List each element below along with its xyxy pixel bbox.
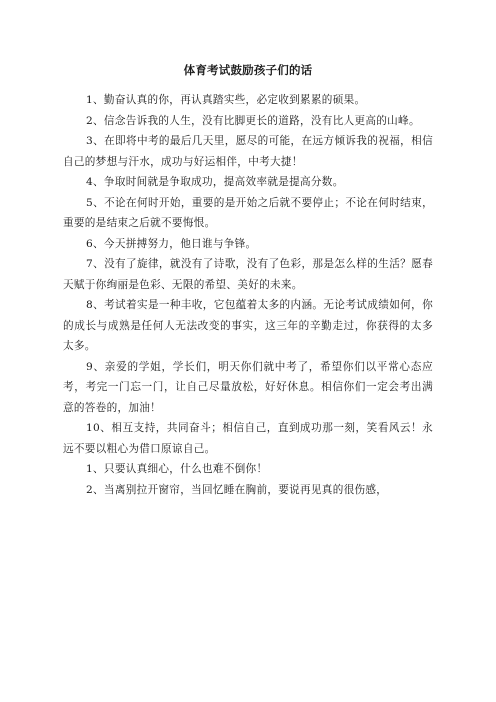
paragraph: 2、信念告诉我的人生，没有比脚更长的道路，没有比人更高的山峰。 [86, 114, 420, 127]
document-title: 体育考试鼓励孩子们的话 [183, 63, 313, 77]
paragraph: 2、当离别拉开窗帘，当回忆睡在胸前，要说再见真的很伤感， [86, 483, 388, 496]
paragraph: 10、相互支持，共同奋斗；相信自己，直到成功那一刻，笑看风云！永远不要以粗心为借口原谅自己。 [63, 422, 433, 455]
paragraph: 1、勤奋认真的你，再认真踏实些，必定收到累累的硕果。 [86, 94, 366, 106]
paragraph: 9、亲爱的学姐，学长们，明天你们就中考了，希望你们以平常心态应考，考完一门忘一门，让自己尽量放松，好好休息。相信你们一定会考出满意的答卷的，加油！ [63, 360, 433, 414]
paragraph: 8、考试着实是一种丰收，它包蕴着太多的内涵。无论考试成绩如何，你的成长与成熟是任何人无法改变的事实，这三年的辛勤走过，你获得的太多太多。 [63, 299, 433, 352]
paragraph: 4、争取时间就是争取成功，提高效率就是提高分数。 [86, 176, 344, 188]
document-body [63, 90, 433, 500]
paragraph: 5、不论在何时开始，重要的是开始之后就不要停止；不论在何时结束，重要的是结束之后就不要悔恨。 [63, 196, 433, 229]
paragraph: 3、在即将中考的最后几天里，愿尽的可能，在远方倾诉我的祝福，相信自己的梦想与汗水，成功与好运相伴，中考大捷！ [63, 135, 433, 168]
paragraph: 1、只要认真细心，什么也难不倒你！ [86, 463, 268, 475]
paragraph: 7、没有了旋律，就没有了诗歌，没有了色彩，那是怎么样的生活？愿春天赋于你绚丽是色彩、无限的希望、美好的未来。 [63, 258, 433, 291]
paragraph: 6、今天拼搏努力，他日谁与争锋。 [86, 237, 257, 250]
